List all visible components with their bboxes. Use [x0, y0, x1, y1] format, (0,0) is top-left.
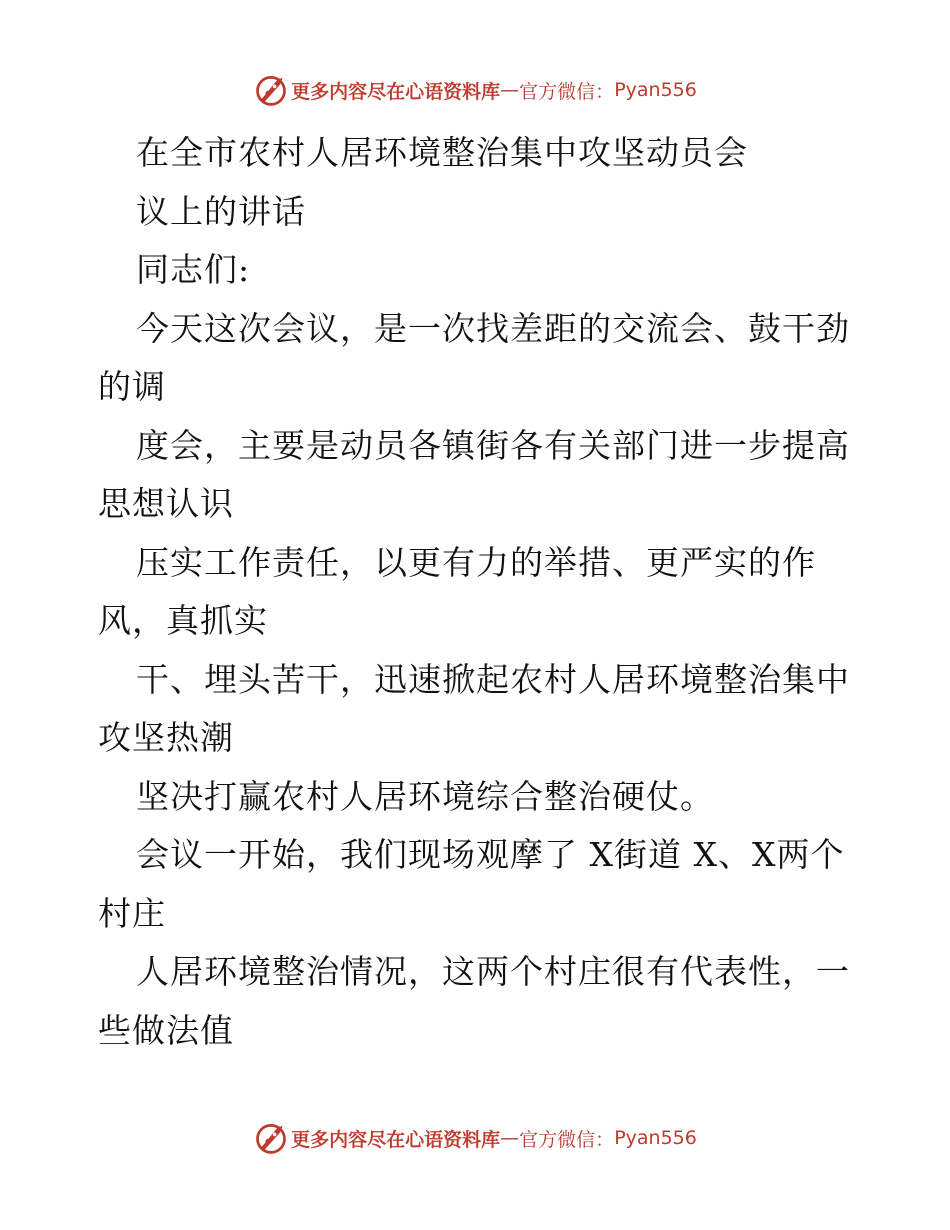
watermark-main-text: 更多内容尽在心语资料库 — [291, 1128, 501, 1151]
watermark-wechat-id: Pyan556 — [614, 79, 697, 101]
watermark-dash: — — [500, 1127, 520, 1149]
watermark-main-text: 更多内容尽在心语资料库 — [291, 80, 501, 103]
body-text-line: 度会，主要是动员各镇街各有关部门进一步提高 — [136, 425, 850, 465]
body-text-line: 在全市农村人居环境整治集中攻坚动员会 — [136, 133, 748, 172]
pen-nib-logo-icon — [253, 1120, 289, 1156]
body-text-line: 思想认识 — [98, 484, 234, 523]
document-body — [98, 124, 858, 1060]
footer-watermark — [0, 1118, 950, 1158]
body-text-line: 的调 — [98, 367, 166, 406]
body-text-line: 同志们: — [136, 250, 251, 289]
body-text-line: 压实工作责任，以更有力的举措、更严实的作 — [136, 542, 816, 582]
body-text-line: 今天这次会议，是一次找差距的交流会、鼓干劲 — [136, 308, 850, 348]
watermark-sub-text: 官方微信： — [519, 1128, 615, 1151]
header-watermark — [0, 70, 950, 110]
body-text-line: 村庄 — [98, 893, 166, 933]
body-text-line: 风，真抓实 — [98, 601, 268, 640]
watermark-wechat-id: Pyan556 — [614, 1127, 697, 1149]
body-text-line: 人居环境整治情况，这两个村庄很有代表性，一 — [136, 952, 850, 991]
body-text-line: 议上的讲话 — [136, 191, 306, 231]
watermark-dash: — — [500, 79, 520, 101]
body-text-line: 些做法值 — [98, 1010, 234, 1050]
body-text-line: 攻坚热潮 — [98, 718, 234, 757]
watermark-sub-text: 官方微信： — [519, 80, 615, 103]
pen-nib-logo-icon — [253, 72, 289, 108]
body-text-line: 干、埋头苦干，迅速掀起农村人居环境整治集中 — [136, 659, 850, 699]
body-text-line: 坚决打赢农村人居环境综合整治硬仗。 — [136, 776, 714, 816]
body-text-line: 会议一开始，我们现场观摩了 X街道 X、X两个 — [136, 835, 845, 874]
